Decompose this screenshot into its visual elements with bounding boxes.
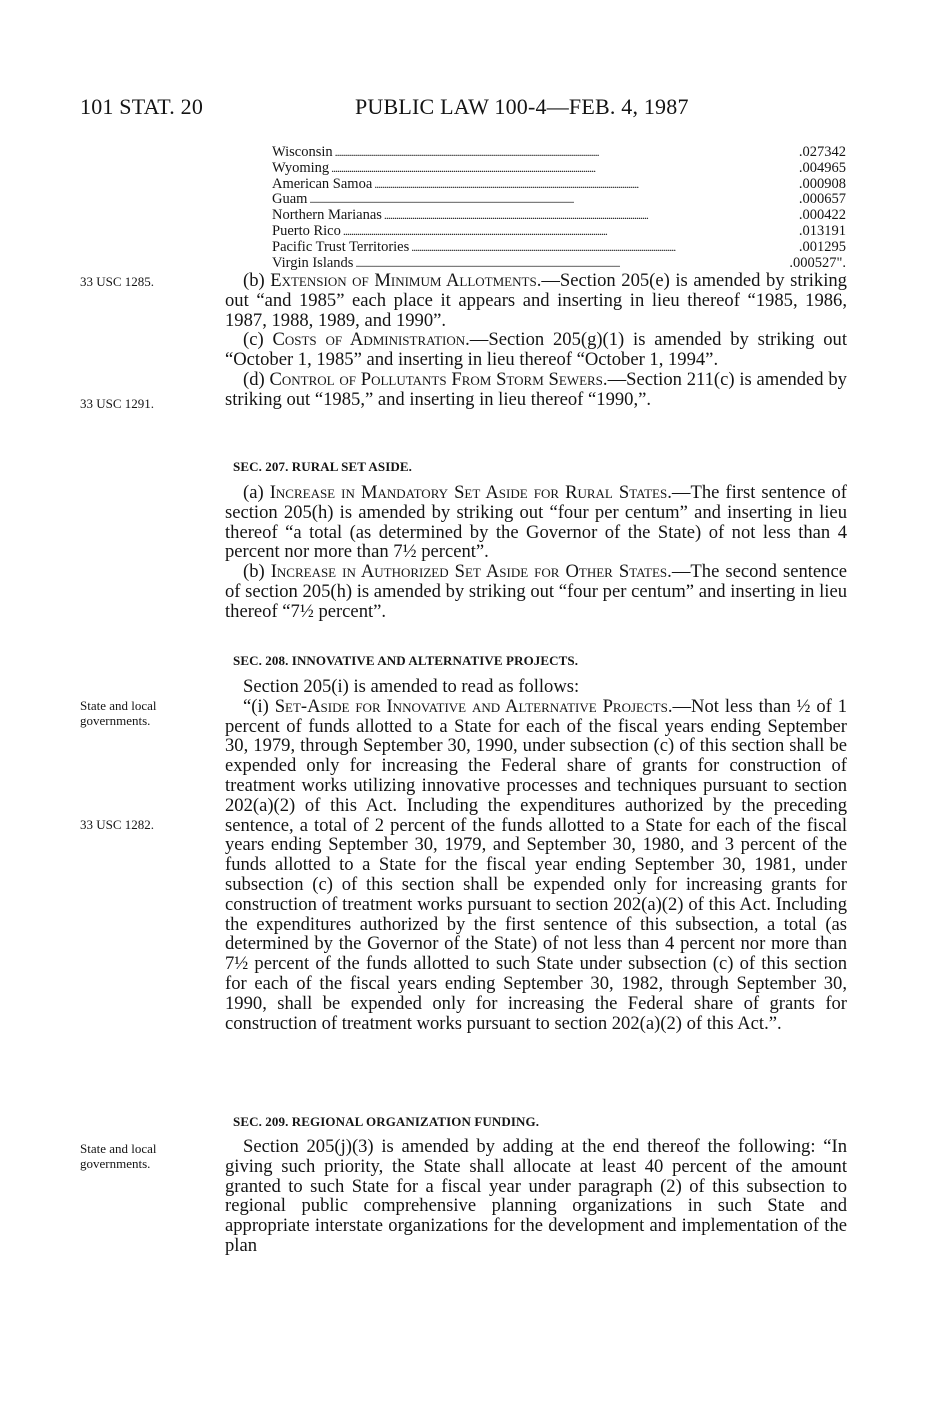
margin-note-usc-1285: 33 USC 1285. — [80, 274, 155, 289]
paragraph-b-other-states: (b) Increase in Authorized Set Aside for Other States.—The second sentence of section 205(h) is amended by striking out “four per centum” and inserting in lieu thereof “7½ percent”. — [225, 561, 847, 622]
paragraph-208-intro: Section 205(i) is amended to read as follows: — [243, 676, 580, 697]
margin-note-usc-1291: 33 USC 1291. — [80, 396, 155, 411]
allotment-value: .000908 — [798, 175, 846, 192]
allotment-table — [272, 145, 846, 271]
paragraph-a-rural-states: (a) Increase in Mandatory Set Aside for Rural States.—The first sentence of section 205(h) is amended by striking out “four per centum” and inserting in lieu thereof “a total (as determined by the Governor of the State) of not less than 4 percent nor more than 7½ percent”. — [225, 482, 847, 563]
stat-citation: 101 STAT. 20 — [80, 94, 204, 119]
allotment-row — [272, 161, 846, 177]
section-heading-209: SEC. 209. REGIONAL ORGANIZATION FUNDING. — [233, 1114, 540, 1129]
allotment-value: .000657 — [798, 191, 846, 208]
paragraph-i-innovative-projects: “(i) Set-Aside for Innovative and Alternative Projects.—Not less than ½ of 1 percent of funds allotted to a State for each of the fiscal years ending September 30, 1979, through September 30, 1990, under subsection (c) of this section shall be expended only for increasing the Federal share of grants for construction of treatment works utilizing innovative processes and techniques pursuant to section 202(a)(2) of this Act. Including the expenditures authorized by the preceding sentence, a total of 2 percent of the funds allotted to a State for each of the fiscal years ending September 30, 1979, and September 30, 1980, and 3 percent of the funds allotted to a State for the fiscal year ending September 30, 1981, under subsection (c) of this section shall be expended only for increasing grants for construction of treatment works pursuant to section 202(a)(2) of this Act. Including the expenditures authorized by the first sentence of this subsection, a total (as determined by the Governor of the State) of not less than 4 percent nor more than 7½ percent of the funds allotted to such State under subsection (c) of this section for each of the fiscal years ending September 30, 1982, through September 30, 1990, shall be expended only for increasing the Federal share of grants for construction of treatment works pursuant to section 202(a)(2) of this Act.”. — [225, 695, 848, 1034]
paragraph-c-costs-administration: (c) Costs of Administration.—Section 205(g)(1) is amended by striking out “October 1, 1985” and inserting in lieu thereof “October 1, 1994”. — [225, 329, 848, 371]
margin-note-line: governments. — [80, 1156, 151, 1171]
allotment-value: .000422 — [798, 207, 846, 224]
paragraph-heading: Costs of Administration — [272, 329, 466, 351]
allotment-row — [272, 208, 846, 224]
margin-note-usc-1282: 33 USC 1282. — [80, 817, 155, 832]
allotment-value: .001295 — [798, 238, 846, 255]
section-207-block — [225, 483, 847, 622]
dot-leader — [343, 224, 797, 240]
page-title: PUBLIC LAW 100-4—FEB. 4, 1987 — [355, 94, 689, 119]
allotment-state: Northern Marianas — [272, 207, 382, 224]
paragraph-heading: Extension of Minimum Allotments — [270, 270, 537, 291]
allotment-value: .004965 — [798, 159, 846, 176]
allotment-row — [272, 224, 846, 240]
dot-leader — [355, 256, 787, 272]
allotment-value: .013191 — [798, 222, 846, 239]
section-209-block — [225, 1137, 847, 1256]
paragraph-d-storm-sewers: (d) Control of Pollutants From Storm Sewers.—Section 211(c) is amended by striking out “1985,” and inserting in lieu thereof “1990,”. — [225, 368, 847, 410]
dot-leader — [411, 240, 797, 256]
dot-leader — [374, 177, 797, 193]
allotment-row — [272, 145, 846, 161]
allotment-value: .000527". — [789, 254, 846, 271]
allotment-row — [272, 177, 846, 193]
margin-note-state-local-1 — [80, 698, 157, 728]
allotment-state: Wyoming — [272, 159, 330, 176]
paragraph-heading: Increase in Mandatory Set Aside for Rural States — [269, 482, 668, 503]
page-header — [80, 94, 860, 124]
section-heading-207: SEC. 207. RURAL SET ASIDE. — [233, 459, 413, 474]
paragraph-209-body: Section 205(j)(3) is amended by adding at the end thereof the following: “In giving such priority, the State shall allocate at least 40 percent of the amount granted to such State for a fiscal year under paragraph (2) of this subsection to regional public comprehensive planning organizations in such State and appropriate interstate organizations for the development and implementation of the plan — [225, 1136, 847, 1256]
dot-leader — [309, 192, 796, 208]
allotment-row — [272, 256, 846, 272]
allotment-state: Puerto Rico — [272, 222, 341, 239]
allotment-row — [272, 192, 846, 208]
paragraph-heading: Control of Pollutants From Storm Sewers — [269, 368, 603, 390]
allotment-value: .027342 — [798, 144, 846, 160]
paragraph-heading: Set-Aside for Innovative and Alternative Projects — [274, 695, 668, 717]
margin-note-line: State and local — [80, 1141, 157, 1156]
paragraph-b-minimum-allotments: (b) Extension of Minimum Allotments.—Section 205(e) is amended by striking out “and 1985” each place it appears and inserting in lieu thereof “1985, 1986, 1987, 1988, 1989, and 1990”. — [225, 270, 847, 331]
allotment-state: Virgin Islands — [272, 254, 354, 271]
allotment-row — [272, 240, 846, 256]
paragraph-heading: Increase in Authorized Set Aside for Other States — [270, 561, 668, 583]
margin-note-state-local-2 — [80, 1141, 157, 1171]
dot-leader — [331, 161, 797, 177]
margin-note-line: State and local — [80, 698, 157, 713]
allotment-state: Wisconsin — [272, 144, 333, 160]
allotment-state: American Samoa — [272, 175, 373, 192]
section-heading-208: SEC. 208. INNOVATIVE AND ALTERNATIVE PROJECTS. — [233, 653, 579, 668]
allotment-state: Guam — [272, 191, 308, 208]
allotment-state: Pacific Trust Territories — [272, 238, 410, 255]
dot-leader — [384, 208, 797, 224]
margin-note-line: governments. — [80, 713, 151, 728]
section-206-block — [225, 271, 847, 410]
section-208-block — [225, 677, 847, 1033]
dot-leader — [335, 145, 797, 161]
